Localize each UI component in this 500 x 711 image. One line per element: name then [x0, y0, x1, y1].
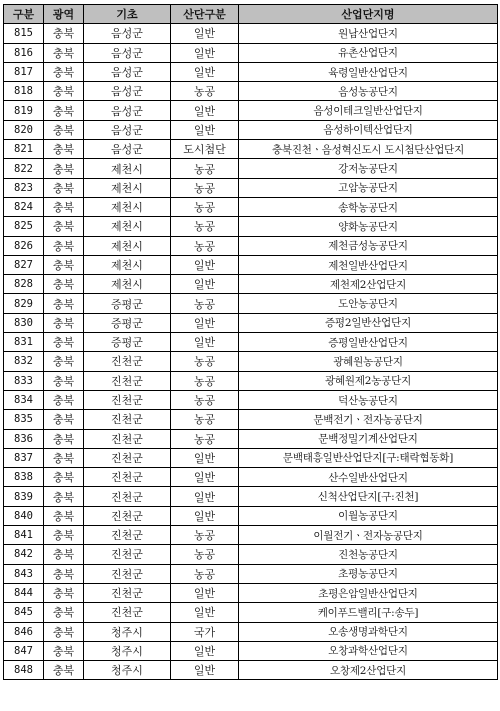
cell-municipality: 진천군	[84, 564, 171, 583]
cell-name: 광혜원제2농공단지	[239, 371, 498, 390]
cell-type: 일반	[171, 24, 239, 43]
cell-type: 일반	[171, 603, 239, 622]
table-row	[4, 641, 498, 660]
cell-type: 일반	[171, 275, 239, 294]
cell-name: 양화농공단지	[239, 217, 498, 236]
cell-type: 일반	[171, 468, 239, 487]
cell-province: 충북	[44, 275, 84, 294]
cell-type: 농공	[171, 217, 239, 236]
cell-number: 823	[4, 178, 44, 197]
cell-number: 833	[4, 371, 44, 390]
cell-type: 농공	[171, 178, 239, 197]
cell-municipality: 음성군	[84, 24, 171, 43]
cell-number: 834	[4, 390, 44, 409]
cell-type: 농공	[171, 294, 239, 313]
cell-number: 820	[4, 120, 44, 139]
cell-number: 843	[4, 564, 44, 583]
table-row	[4, 564, 498, 583]
cell-type: 일반	[171, 487, 239, 506]
cell-number: 830	[4, 313, 44, 332]
cell-number: 838	[4, 468, 44, 487]
cell-municipality: 제천시	[84, 217, 171, 236]
cell-type: 농공	[171, 429, 239, 448]
cell-municipality: 제천시	[84, 275, 171, 294]
table-row	[4, 622, 498, 641]
cell-municipality: 진천군	[84, 487, 171, 506]
cell-number: 821	[4, 140, 44, 159]
table-row	[4, 101, 498, 120]
table-row	[4, 390, 498, 409]
cell-type: 농공	[171, 159, 239, 178]
cell-municipality: 제천시	[84, 255, 171, 274]
cell-name: 도안농공단지	[239, 294, 498, 313]
cell-number: 840	[4, 506, 44, 525]
cell-name: 송학농공단지	[239, 197, 498, 216]
cell-province: 충북	[44, 564, 84, 583]
table-row	[4, 24, 498, 43]
table-row	[4, 178, 498, 197]
cell-province: 충북	[44, 236, 84, 255]
cell-name: 산수일반산업단지	[239, 468, 498, 487]
cell-type: 도시첨단	[171, 140, 239, 159]
cell-name: 초평농공단지	[239, 564, 498, 583]
cell-type: 농공	[171, 197, 239, 216]
cell-province: 충북	[44, 371, 84, 390]
industrial-complex-table	[3, 4, 498, 680]
cell-type: 농공	[171, 410, 239, 429]
table-row	[4, 236, 498, 255]
table-row	[4, 448, 498, 467]
cell-province: 충북	[44, 410, 84, 429]
cell-name: 제천금성농공단지	[239, 236, 498, 255]
cell-province: 충북	[44, 62, 84, 81]
cell-province: 충북	[44, 429, 84, 448]
cell-name: 광혜원농공단지	[239, 352, 498, 371]
cell-number: 818	[4, 82, 44, 101]
cell-province: 충북	[44, 82, 84, 101]
cell-province: 충북	[44, 294, 84, 313]
table-row	[4, 468, 498, 487]
cell-province: 충북	[44, 120, 84, 139]
table-row	[4, 333, 498, 352]
cell-number: 839	[4, 487, 44, 506]
cell-municipality: 증평군	[84, 294, 171, 313]
cell-name: 음성하이텍산업단지	[239, 120, 498, 139]
cell-number: 815	[4, 24, 44, 43]
cell-province: 충북	[44, 603, 84, 622]
table-row	[4, 159, 498, 178]
cell-type: 일반	[171, 583, 239, 602]
cell-name: 유촌산업단지	[239, 43, 498, 62]
cell-number: 825	[4, 217, 44, 236]
cell-municipality: 진천군	[84, 526, 171, 545]
cell-name: 이월농공단지	[239, 506, 498, 525]
cell-municipality: 진천군	[84, 545, 171, 564]
header-province: 광역	[44, 5, 84, 24]
cell-name: 원남산업단지	[239, 24, 498, 43]
cell-municipality: 제천시	[84, 197, 171, 216]
cell-number: 827	[4, 255, 44, 274]
cell-number: 845	[4, 603, 44, 622]
table-row	[4, 429, 498, 448]
cell-type: 일반	[171, 506, 239, 525]
header-municipality: 기초	[84, 5, 171, 24]
cell-type: 일반	[171, 101, 239, 120]
table-row	[4, 603, 498, 622]
cell-municipality: 증평군	[84, 313, 171, 332]
cell-name: 문백태흥일반산업단지[구:태락협동화]	[239, 448, 498, 467]
cell-type: 농공	[171, 390, 239, 409]
cell-municipality: 음성군	[84, 120, 171, 139]
cell-type: 일반	[171, 333, 239, 352]
table-row	[4, 62, 498, 81]
cell-province: 충북	[44, 255, 84, 274]
header-complex-name: 산업단지명	[239, 5, 498, 24]
cell-type: 일반	[171, 43, 239, 62]
cell-municipality: 진천군	[84, 468, 171, 487]
cell-name: 문백전기ㆍ전자농공단지	[239, 410, 498, 429]
cell-type: 일반	[171, 661, 239, 680]
cell-municipality: 음성군	[84, 43, 171, 62]
cell-name: 진천농공단지	[239, 545, 498, 564]
cell-name: 음성농공단지	[239, 82, 498, 101]
header-complex-type: 산단구분	[171, 5, 239, 24]
cell-number: 836	[4, 429, 44, 448]
table-row	[4, 275, 498, 294]
table-row	[4, 43, 498, 62]
cell-municipality: 제천시	[84, 178, 171, 197]
cell-municipality: 제천시	[84, 159, 171, 178]
table-row	[4, 526, 498, 545]
cell-municipality: 음성군	[84, 140, 171, 159]
table-row	[4, 140, 498, 159]
cell-province: 충북	[44, 159, 84, 178]
cell-municipality: 진천군	[84, 506, 171, 525]
cell-number: 844	[4, 583, 44, 602]
cell-municipality: 증평군	[84, 333, 171, 352]
cell-province: 충북	[44, 217, 84, 236]
cell-number: 841	[4, 526, 44, 545]
cell-province: 충북	[44, 641, 84, 660]
cell-name: 이월전기ㆍ전자농공단지	[239, 526, 498, 545]
cell-type: 일반	[171, 62, 239, 81]
table-row	[4, 661, 498, 680]
cell-municipality: 제천시	[84, 236, 171, 255]
cell-name: 고암농공단지	[239, 178, 498, 197]
cell-type: 일반	[171, 120, 239, 139]
cell-province: 충북	[44, 352, 84, 371]
cell-type: 농공	[171, 82, 239, 101]
cell-type: 농공	[171, 545, 239, 564]
cell-number: 824	[4, 197, 44, 216]
cell-province: 충북	[44, 178, 84, 197]
cell-name: 육령일반산업단지	[239, 62, 498, 81]
cell-number: 828	[4, 275, 44, 294]
cell-municipality: 진천군	[84, 583, 171, 602]
table-row	[4, 255, 498, 274]
table-header-row	[4, 5, 498, 24]
table-row	[4, 545, 498, 564]
cell-number: 846	[4, 622, 44, 641]
cell-province: 충북	[44, 101, 84, 120]
cell-province: 충북	[44, 583, 84, 602]
cell-number: 819	[4, 101, 44, 120]
cell-type: 농공	[171, 236, 239, 255]
cell-number: 835	[4, 410, 44, 429]
cell-municipality: 진천군	[84, 410, 171, 429]
cell-name: 음성이테크일반산업단지	[239, 101, 498, 120]
cell-municipality: 진천군	[84, 371, 171, 390]
cell-province: 충북	[44, 313, 84, 332]
cell-province: 충북	[44, 526, 84, 545]
cell-province: 충북	[44, 24, 84, 43]
table-row	[4, 410, 498, 429]
table-row	[4, 487, 498, 506]
cell-number: 848	[4, 661, 44, 680]
cell-name: 강저농공단지	[239, 159, 498, 178]
cell-province: 충북	[44, 468, 84, 487]
table-row	[4, 82, 498, 101]
cell-type: 농공	[171, 352, 239, 371]
cell-name: 증평일반산업단지	[239, 333, 498, 352]
cell-type: 국가	[171, 622, 239, 641]
cell-province: 충북	[44, 506, 84, 525]
cell-name: 오송생명과학단지	[239, 622, 498, 641]
cell-municipality: 진천군	[84, 429, 171, 448]
cell-type: 일반	[171, 448, 239, 467]
cell-municipality: 청주시	[84, 622, 171, 641]
cell-number: 816	[4, 43, 44, 62]
cell-name: 문백정밀기계산업단지	[239, 429, 498, 448]
cell-number: 847	[4, 641, 44, 660]
cell-municipality: 진천군	[84, 603, 171, 622]
cell-name: 케이푸드밸리[구:송두]	[239, 603, 498, 622]
table-row	[4, 197, 498, 216]
cell-province: 충북	[44, 448, 84, 467]
cell-municipality: 진천군	[84, 448, 171, 467]
cell-province: 충북	[44, 43, 84, 62]
cell-type: 일반	[171, 641, 239, 660]
table-row	[4, 217, 498, 236]
cell-name: 오창제2산업단지	[239, 661, 498, 680]
cell-type: 일반	[171, 255, 239, 274]
cell-municipality: 음성군	[84, 62, 171, 81]
cell-province: 충북	[44, 140, 84, 159]
cell-name: 증평2일반산업단지	[239, 313, 498, 332]
table-body	[4, 24, 498, 680]
cell-name: 제천제2산업단지	[239, 275, 498, 294]
cell-number: 837	[4, 448, 44, 467]
cell-province: 충북	[44, 333, 84, 352]
table-row	[4, 120, 498, 139]
cell-name: 초평은암일반산업단지	[239, 583, 498, 602]
cell-municipality: 청주시	[84, 661, 171, 680]
cell-province: 충북	[44, 622, 84, 641]
cell-name: 충북진천ㆍ음성혁신도시 도시첨단산업단지	[239, 140, 498, 159]
cell-number: 817	[4, 62, 44, 81]
table-row	[4, 583, 498, 602]
cell-municipality: 음성군	[84, 82, 171, 101]
cell-type: 농공	[171, 526, 239, 545]
header-category: 구분	[4, 5, 44, 24]
cell-province: 충북	[44, 197, 84, 216]
table-row	[4, 506, 498, 525]
cell-number: 826	[4, 236, 44, 255]
cell-name: 오창과학산업단지	[239, 641, 498, 660]
cell-type: 농공	[171, 371, 239, 390]
table-row	[4, 352, 498, 371]
cell-number: 831	[4, 333, 44, 352]
cell-municipality: 청주시	[84, 641, 171, 660]
cell-province: 충북	[44, 661, 84, 680]
cell-number: 829	[4, 294, 44, 313]
cell-number: 822	[4, 159, 44, 178]
cell-type: 일반	[171, 313, 239, 332]
cell-name: 제천일반산업단지	[239, 255, 498, 274]
cell-municipality: 음성군	[84, 101, 171, 120]
cell-municipality: 진천군	[84, 352, 171, 371]
table-row	[4, 294, 498, 313]
cell-number: 832	[4, 352, 44, 371]
cell-name: 신척산업단지[구:진천]	[239, 487, 498, 506]
cell-province: 충북	[44, 487, 84, 506]
table-row	[4, 371, 498, 390]
table-row	[4, 313, 498, 332]
cell-number: 842	[4, 545, 44, 564]
cell-name: 덕산농공단지	[239, 390, 498, 409]
cell-province: 충북	[44, 390, 84, 409]
cell-province: 충북	[44, 545, 84, 564]
cell-municipality: 진천군	[84, 390, 171, 409]
cell-type: 농공	[171, 564, 239, 583]
